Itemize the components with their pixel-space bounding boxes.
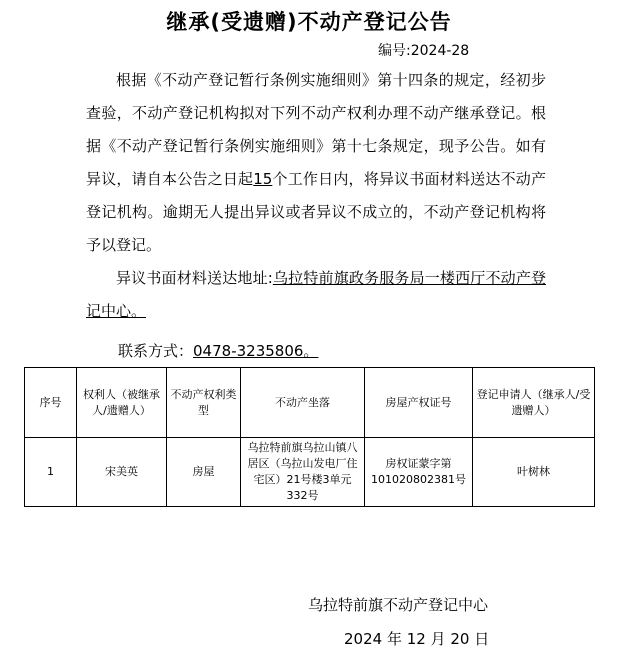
table-header-row	[25, 368, 595, 438]
paragraph-1-text-b: 个工作日内，将异议书面材料送达不动产登记机构。逾期无人提出异议或者异议不成立的，不动产登记机构将予以登记。	[86, 170, 546, 254]
notice-body	[86, 64, 546, 328]
contact-label: 联系方式：	[118, 342, 194, 360]
cell-applicant: 叶树林	[473, 438, 595, 507]
notice-paragraph-1	[86, 64, 546, 262]
notice-title: 继承(受遗赠)不动产登记公告	[166, 10, 452, 34]
cell-location: 乌拉特前旗乌拉山镇八居区（乌拉山发电厂住宅区）21号楼3单元332号	[241, 438, 365, 507]
objection-address: 乌拉特前旗政务服务局一楼西厅不动产登记中心。	[86, 269, 546, 320]
header-certificate-number: 房屋产权证号	[365, 368, 473, 438]
table-row	[25, 438, 595, 507]
header-location: 不动产坐落	[241, 368, 365, 438]
contact-line	[118, 336, 318, 366]
registration-table	[24, 367, 595, 507]
header-right-holder: 权利人（被继承人/遗赠人）	[77, 368, 167, 438]
document-number: 编号:2024-28	[378, 43, 470, 59]
objection-days: 15	[253, 170, 273, 188]
cell-index: 1	[25, 438, 77, 507]
cell-right-holder: 宋美英	[77, 438, 167, 507]
issue-date: 2024 年 12 月 20 日	[344, 630, 490, 648]
cell-right-type: 房屋	[167, 438, 241, 507]
paragraph-1-text-a: 根据《不动产登记暂行条例实施细则》第十四条的规定，经初步查验，不动产登记机构拟对下列不动产权利办理不动产继承登记。根据《不动产登记暂行条例实施细则》第十七条规定，现予公告。如有异议，请自本公告之日起	[86, 71, 546, 188]
address-label: 异议书面材料送达地址:	[116, 269, 273, 287]
cell-certificate-number: 房权证蒙字第101020802381号	[365, 438, 473, 507]
header-right-type: 不动产权利类型	[167, 368, 241, 438]
notice-paragraph-2	[86, 262, 546, 328]
header-index: 序号	[25, 368, 77, 438]
issuing-organization: 乌拉特前旗不动产登记中心	[308, 596, 489, 614]
header-applicant: 登记申请人（继承人/受遗赠人）	[473, 368, 595, 438]
contact-phone: 0478-3235806。	[193, 342, 319, 360]
